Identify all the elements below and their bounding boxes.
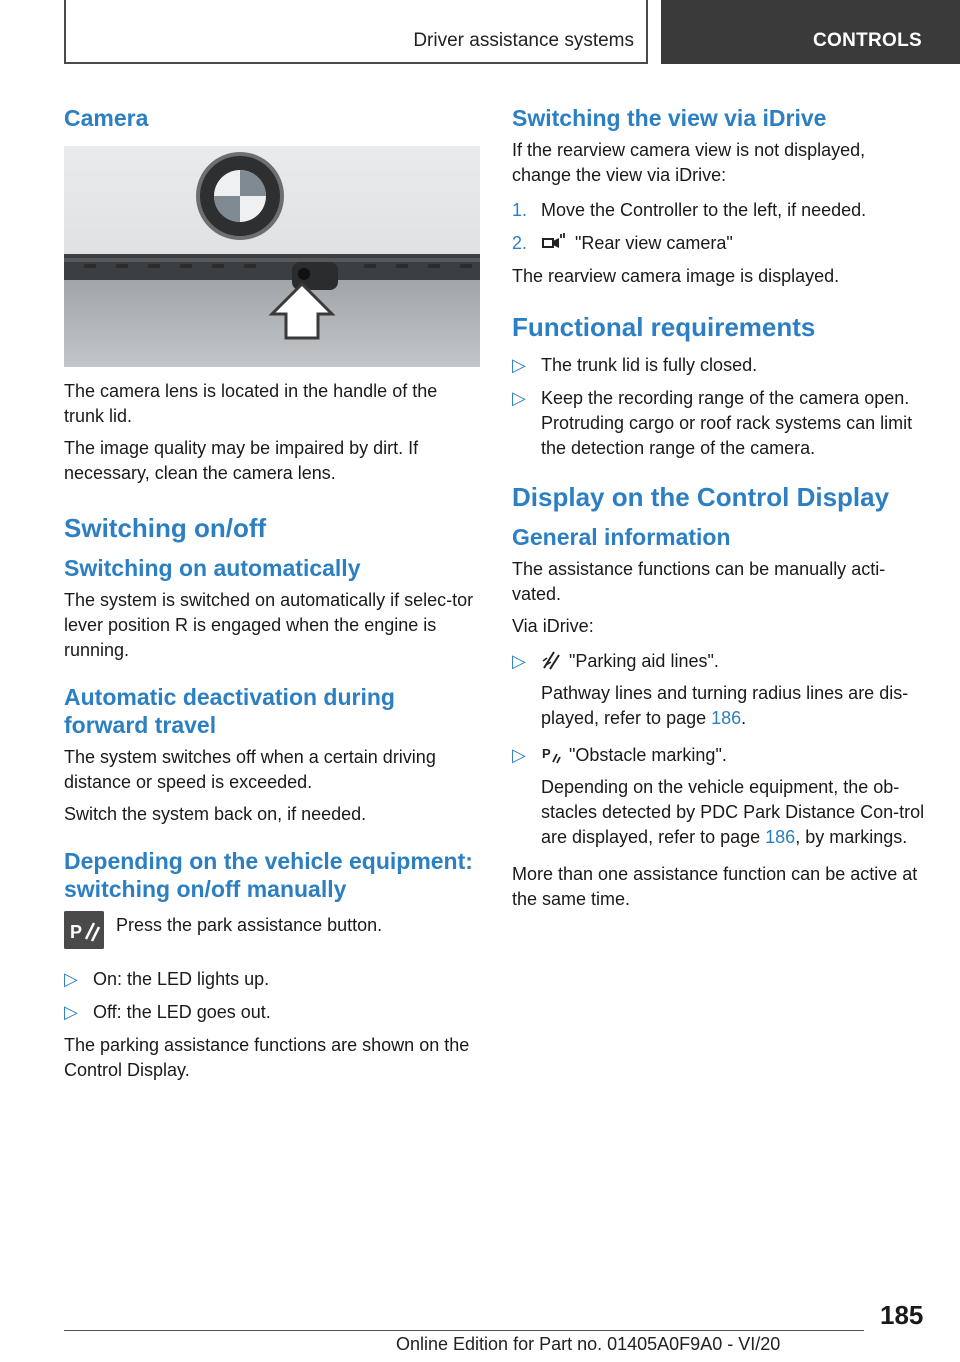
bullet-marker: ▷ — [512, 745, 526, 765]
rear-view-camera-icon — [541, 232, 567, 252]
park-assist-text: Press the park assistance button. — [116, 915, 383, 935]
bullet-marker: ▷ — [64, 969, 78, 989]
edition-text: Online Edition for Part no. 01405A0F9A0 - VI/20 — [396, 1334, 781, 1354]
item-description: Pathway lines and turning radius lines are dis-played, refer to page 186. — [541, 683, 909, 728]
step-item: 2. "Rear view camera" — [512, 233, 733, 253]
camera-location-text: The camera lens is located in the handle of the trunk lid. — [64, 381, 438, 426]
camera-dirt-text: The image quality may be impaired by dirt. If necessary, clean the camera lens. — [64, 438, 419, 483]
requirements-heading: Functional requirements — [512, 312, 816, 342]
general-text: The assistance functions can be manually acti-vated. — [512, 559, 886, 604]
functions-list — [512, 649, 928, 850]
auto-off-heading: Automatic deactivation during forward travel — [64, 684, 395, 738]
multiple-functions-text: More than one assistance function can be active at the same time. — [512, 864, 918, 909]
bullet-marker: ▷ — [64, 1002, 78, 1022]
control-display-text: The parking assistance functions are shown on the Control Display. — [64, 1035, 470, 1080]
page-number: 185 — [880, 1300, 924, 1330]
list-item: ▷ P "Obstacle marking". Depending on the vehicle equipment, the ob-stacles detected by PDC Park Distance Con-trol are displayed, refer to page 186, by markings. — [512, 743, 928, 850]
right-column — [512, 100, 928, 919]
list-item: ▷ Off: the LED goes out. — [64, 1000, 480, 1025]
auto-off-text: The system switches off when a certain driving distance or speed is exceeded. — [64, 747, 436, 792]
park-assist-button-icon — [64, 911, 104, 949]
step-item: 1. Move the Controller to the left, if needed. — [512, 200, 867, 220]
list-item: ▷ On: the LED lights up. — [64, 967, 480, 992]
list-item: ▷ Keep the recording range of the camera open. Protruding cargo or roof rack systems can limit the detection range of the camera. — [512, 388, 913, 458]
chapter-tab — [661, 0, 960, 64]
bullet-marker: ▷ — [512, 388, 526, 408]
item-description: Depending on the vehicle equipment, the ob-stacles detected by PDC Park Distance Con-trol are displayed, refer to page 186, by markings. — [541, 777, 925, 847]
svg-text:P: P — [542, 746, 551, 761]
park-assist-instruction — [64, 913, 480, 953]
page-link[interactable]: 186 — [765, 827, 796, 847]
left-column — [64, 100, 480, 1090]
auto-on-heading: Switching on automatically — [64, 555, 361, 581]
led-list — [64, 967, 480, 1025]
header-frame — [64, 0, 648, 64]
parking-aid-lines-icon — [541, 650, 561, 670]
list-item: ▷ "Parking aid lines". Pathway lines and turning radius lines are dis-played, refer to page 186. — [512, 649, 928, 731]
auto-on-text: The system is switched on automatically if selec-tor lever position R is engaged when the engine is running. — [64, 590, 474, 660]
display-heading: Display on the Control Display — [512, 482, 890, 512]
chapter-tab-label: CONTROLS — [813, 30, 923, 51]
camera-photo — [64, 146, 480, 367]
obstacle-marking-icon — [541, 744, 561, 764]
view-heading: Switching the view via iDrive — [512, 105, 827, 131]
camera-heading: Camera — [64, 105, 149, 131]
auto-off-text-2: Switch the system back on, if needed. — [64, 804, 367, 824]
via-idrive-text: Via iDrive: — [512, 616, 594, 636]
footer-divider — [64, 1330, 864, 1331]
bullet-marker: ▷ — [512, 651, 526, 671]
list-item: ▷ The trunk lid is fully closed. — [512, 353, 928, 378]
view-steps — [512, 198, 928, 256]
view-result-text: The rearview camera image is displayed. — [512, 266, 840, 286]
view-text: If the rearview camera view is not displayed, change the view via iDrive: — [512, 140, 866, 185]
switching-heading: Switching on/off — [64, 513, 267, 543]
page-link[interactable]: 186 — [711, 708, 742, 728]
general-heading: General information — [512, 524, 731, 550]
manual-heading: Depending on the vehicle equipment: switching on/off manually — [64, 848, 473, 902]
requirements-list — [512, 353, 928, 461]
bullet-marker: ▷ — [512, 355, 526, 375]
section-title: Driver assistance systems — [413, 30, 634, 51]
svg-text:P: P — [70, 922, 83, 942]
